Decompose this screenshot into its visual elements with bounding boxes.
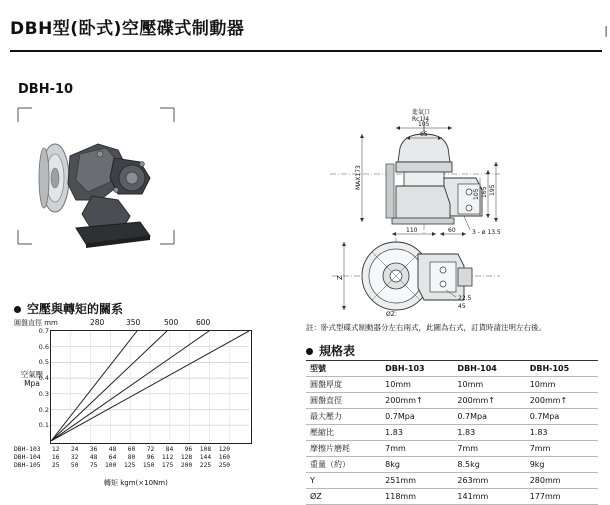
torque-pressure-chart bbox=[14, 318, 294, 493]
dim-22-5: 22.5 bbox=[458, 295, 472, 302]
ytick-0.5: 0.5 bbox=[38, 358, 49, 367]
dim-Y: Z bbox=[336, 275, 344, 280]
spec-col-105: DBH-105 bbox=[526, 361, 598, 377]
table-row bbox=[306, 457, 598, 473]
bullet-icon bbox=[14, 306, 21, 313]
ytick-0.7: 0.7 bbox=[38, 327, 49, 335]
dim-65: 65 bbox=[420, 131, 428, 138]
chart-top-label: 圓盤直徑 mm bbox=[14, 319, 58, 327]
cell: 8kg bbox=[381, 457, 453, 473]
series-line-600 bbox=[51, 331, 137, 441]
header-divider bbox=[10, 50, 602, 52]
table-row bbox=[306, 393, 598, 409]
row-label: 壓縮比 bbox=[306, 425, 381, 441]
cell: 9kg bbox=[526, 457, 598, 473]
row-label: 最大壓力 bbox=[306, 409, 381, 425]
ytick-0.4: 0.4 bbox=[38, 374, 49, 383]
table-row bbox=[306, 473, 598, 489]
row-label: ØZ bbox=[306, 489, 381, 505]
dim-air-port: 進氣口 bbox=[412, 109, 431, 116]
cell: 200mm↑ bbox=[526, 393, 598, 409]
dim-45: 45 bbox=[458, 303, 466, 310]
cell: 8.5kg bbox=[453, 457, 525, 473]
series-label-280: 280 bbox=[90, 318, 105, 327]
chart-svg bbox=[51, 331, 249, 441]
dim-oz: ØZ bbox=[386, 311, 395, 318]
series-label-600: 600 bbox=[196, 318, 211, 327]
spec-col-label: 型號 bbox=[306, 361, 381, 377]
cell: 10mm bbox=[453, 377, 525, 393]
chart-table-row-103: DBH-103 12 24 36 48 60 72 84 96 108 120 bbox=[14, 446, 231, 453]
table-row bbox=[306, 441, 598, 457]
dim-60: 60 bbox=[448, 227, 456, 234]
cell: 7mm bbox=[453, 441, 525, 457]
dim-air-port-spec: Rc1/4 bbox=[412, 116, 430, 123]
cell: 1.83 bbox=[453, 425, 525, 441]
model-label: DBH-10 bbox=[18, 82, 74, 97]
dim-105-top: 105 bbox=[418, 121, 430, 128]
dim-105-right: 105 bbox=[473, 188, 480, 200]
table-row bbox=[306, 409, 598, 425]
cell: 200mm↑ bbox=[453, 393, 525, 409]
product-photo bbox=[14, 104, 289, 254]
row-label: 摩擦片磨耗 bbox=[306, 441, 381, 457]
cell: 118mm bbox=[381, 489, 453, 505]
row-label: 圓盤厚度 bbox=[306, 377, 381, 393]
cell: 10mm bbox=[526, 377, 598, 393]
table-header-row bbox=[306, 361, 598, 377]
chart-table-row-105: DBH-105 25 50 75 100 125 150 175 200 225 250 bbox=[14, 462, 231, 469]
dim-165: 165 bbox=[481, 186, 488, 198]
ytick-0.2: 0.2 bbox=[38, 405, 49, 414]
drawing-svg bbox=[300, 104, 600, 319]
cell: 0.7Mpa bbox=[453, 409, 525, 425]
chart-x-axis-label: 轉矩 kgm(×10Nm) bbox=[104, 479, 168, 487]
cell: 263mm bbox=[453, 473, 525, 489]
dim-max173: MAX173 bbox=[355, 165, 362, 190]
spec-title-text: 規格表 bbox=[319, 344, 356, 358]
cell: 141mm bbox=[453, 489, 525, 505]
cell: 280mm bbox=[526, 473, 598, 489]
cell: 177mm bbox=[526, 489, 598, 505]
chart-y-axis-label: 空氣壓 Mpa bbox=[20, 370, 44, 388]
cell: 1.83 bbox=[526, 425, 598, 441]
dim-holes: 3 - ø 13.5 bbox=[472, 229, 501, 236]
ytick-0.6: 0.6 bbox=[38, 342, 49, 351]
cell: 10mm bbox=[381, 377, 453, 393]
cell: 0.7Mpa bbox=[526, 409, 598, 425]
header-corner-mark: | bbox=[604, 24, 608, 37]
dim-195: 195 bbox=[489, 184, 496, 196]
spec-table-wrap bbox=[306, 346, 598, 505]
cell: 200mm↑ bbox=[381, 393, 453, 409]
cell: 1.83 bbox=[381, 425, 453, 441]
cell: 7mm bbox=[526, 441, 598, 457]
table-row bbox=[306, 489, 598, 505]
table-row bbox=[306, 425, 598, 441]
drawing-note: 註：卧式型碟式制動器分左右兩式，此圖為右式，訂貨時請注明左右後。 bbox=[306, 323, 546, 332]
row-label: 圓盤直徑 bbox=[306, 393, 381, 409]
cell: 0.7Mpa bbox=[381, 409, 453, 425]
dim-110: 110 bbox=[406, 227, 418, 234]
cell: 7mm bbox=[381, 441, 453, 457]
cell: 251mm bbox=[381, 473, 453, 489]
row-label: Y bbox=[306, 473, 381, 489]
spec-col-103: DBH-103 bbox=[381, 361, 453, 377]
ytick-0.3: 0.3 bbox=[38, 389, 49, 398]
series-label-500: 500 bbox=[164, 318, 179, 327]
product-photo-svg bbox=[14, 104, 289, 254]
ytick-0.1: 0.1 bbox=[38, 421, 49, 430]
spec-table bbox=[306, 360, 598, 505]
row-label: 重量（約） bbox=[306, 457, 381, 473]
series-label-350: 350 bbox=[126, 318, 141, 327]
page-title: DBH型(卧式)空壓碟式制動器 bbox=[10, 19, 245, 39]
chart-section-title bbox=[14, 300, 123, 317]
chart-title-text: 空壓與轉矩的關系 bbox=[27, 302, 124, 316]
table-row bbox=[306, 377, 598, 393]
page-header bbox=[10, 18, 602, 40]
chart-plot-area bbox=[38, 327, 252, 444]
spec-col-104: DBH-104 bbox=[453, 361, 525, 377]
technical-drawings bbox=[300, 104, 600, 324]
chart-table-row-104: DBH-104 16 32 48 64 80 96 112 128 144 160 bbox=[14, 454, 231, 461]
